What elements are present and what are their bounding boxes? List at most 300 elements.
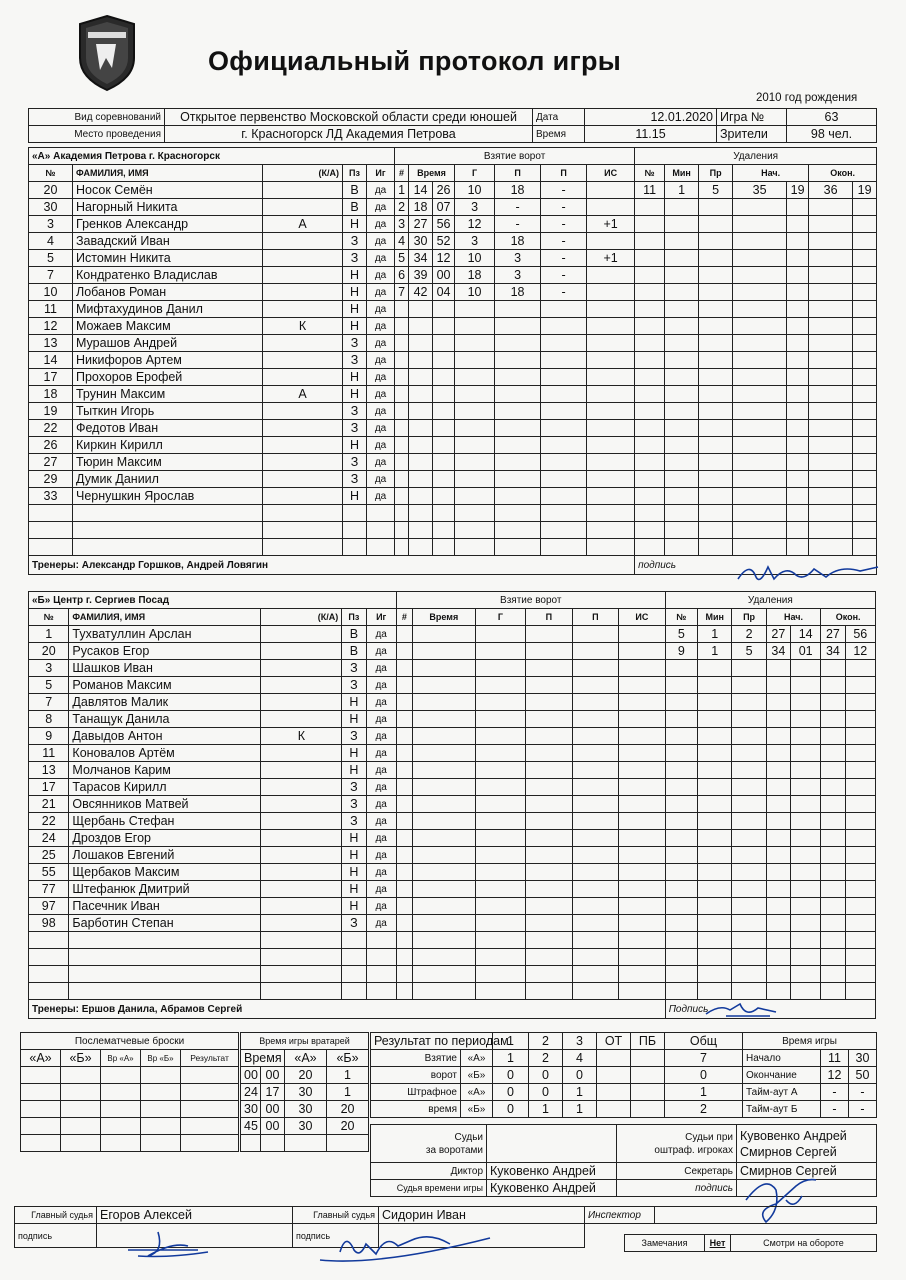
player-role (261, 898, 342, 915)
player-role (261, 796, 342, 813)
goal-g (455, 369, 495, 386)
penalty-em (821, 694, 845, 711)
penalty-ss (787, 335, 809, 352)
penalty-no (665, 966, 697, 983)
spectators-label: Зрители (717, 126, 787, 143)
penalty-no (635, 539, 665, 556)
goal-g (455, 471, 495, 488)
penalty-sm (733, 233, 787, 250)
player-number: 30 (29, 199, 73, 216)
goal-g (475, 745, 526, 762)
goal-is (587, 301, 635, 318)
penalty-em (809, 199, 853, 216)
penalty-es (853, 505, 877, 522)
player-plays (367, 505, 395, 522)
goal-p1 (495, 403, 541, 420)
player-plays: да (366, 711, 396, 728)
player-name: Истомин Никита (73, 250, 263, 267)
penalty-no (665, 898, 697, 915)
goal-judges-label: Судьи за воротами (371, 1125, 487, 1163)
goals-a-2: 2 (529, 1050, 563, 1067)
penalty-em (821, 966, 845, 983)
goal-m (409, 505, 433, 522)
goal-p1 (526, 864, 572, 881)
penalty-sm (733, 369, 787, 386)
penalty-min (698, 915, 732, 932)
shootout-title: Послематчевые броски (21, 1033, 239, 1050)
player-name (69, 932, 261, 949)
penalty-es (845, 779, 875, 796)
penalty-es (853, 216, 877, 233)
penalty-pr (732, 966, 766, 983)
player-position: В (342, 643, 366, 660)
penalty-min (665, 301, 699, 318)
player-role (261, 762, 342, 779)
player-number: 17 (29, 779, 69, 796)
shootout-cell (101, 1084, 141, 1101)
team-a-sign-label: подпись (635, 556, 877, 575)
player-name: Щербань Стефан (69, 813, 261, 830)
goal-p2 (572, 898, 618, 915)
goal-m (413, 983, 476, 1000)
goal-s (433, 420, 455, 437)
player-plays: да (366, 626, 396, 643)
col-min: Мин (698, 609, 732, 626)
penalty-em (821, 881, 845, 898)
player-position (342, 949, 366, 966)
penalty-ss (787, 488, 809, 505)
shootout-cell (181, 1067, 239, 1084)
player-name: Романов Максим (69, 677, 261, 694)
penalty-min (698, 864, 732, 881)
goal-p1 (526, 796, 572, 813)
penalty-pr (699, 250, 733, 267)
penalty-es (853, 539, 877, 556)
goal-s (433, 386, 455, 403)
penalty-sm (766, 847, 790, 864)
penalty-no (635, 488, 665, 505)
goals-row-b-label: «Б» (461, 1067, 493, 1084)
penalty-es (845, 864, 875, 881)
goal-n (395, 369, 409, 386)
player-plays: да (366, 694, 396, 711)
goals-a-1: 1 (493, 1050, 529, 1067)
player-row (29, 284, 877, 301)
player-number: 19 (29, 403, 73, 420)
penalty-sm (733, 301, 787, 318)
col-hash: # (396, 609, 412, 626)
goalie-col-a: «А» (285, 1050, 327, 1067)
player-plays: да (366, 660, 396, 677)
goal-p2 (572, 932, 618, 949)
player-position: Н (342, 864, 366, 881)
player-row (29, 813, 876, 830)
penalty-pr (699, 233, 733, 250)
end-label: Окончание (743, 1067, 821, 1084)
penalty-ss (787, 403, 809, 420)
penalty-ss (787, 420, 809, 437)
penalty-ss (790, 915, 820, 932)
penalty-sm (733, 199, 787, 216)
penalty-em (821, 983, 845, 1000)
player-role (261, 813, 342, 830)
goalie-m (241, 1135, 261, 1152)
player-row (29, 420, 877, 437)
secretary-sign-label: подпись (617, 1180, 737, 1197)
player-role (263, 403, 343, 420)
goal-p1 (526, 745, 572, 762)
player-position (343, 505, 367, 522)
goal-s: 26 (433, 182, 455, 199)
secretary-label: Секретарь (617, 1163, 737, 1180)
page-title: Официальный протокол игры (208, 46, 622, 76)
game-label: Игра № (717, 109, 787, 126)
player-row (29, 505, 877, 522)
player-role (261, 745, 342, 762)
penalty-ss (790, 932, 820, 949)
penalty-sm (766, 711, 790, 728)
player-number: 7 (29, 267, 73, 284)
ref2-value: Сидорин Иван (379, 1207, 585, 1224)
penalty-es (845, 881, 875, 898)
team-b-signature (700, 996, 790, 1022)
player-position: З (342, 813, 366, 830)
penalty-pr (699, 437, 733, 454)
goal-m (413, 660, 476, 677)
goal-is (619, 643, 666, 660)
player-name: Тыткин Игорь (73, 403, 263, 420)
player-row (29, 660, 876, 677)
goal-m (413, 677, 476, 694)
goal-m (413, 830, 476, 847)
goal-is (587, 420, 635, 437)
player-position: З (342, 660, 366, 677)
goalie-m: 24 (241, 1084, 261, 1101)
pen-row-b-label: «Б» (461, 1101, 493, 1118)
goal-p2 (541, 488, 587, 505)
team-a-coaches: Тренеры: Александр Горшков, Андрей Ловягин (29, 556, 635, 575)
col-g: Г (455, 165, 495, 182)
goal-m (409, 454, 433, 471)
penalty-min (698, 796, 732, 813)
penalty-em (809, 539, 853, 556)
start-m: 30 (849, 1050, 877, 1067)
goal-p2 (572, 677, 618, 694)
player-name (73, 505, 263, 522)
goal-is (619, 779, 666, 796)
penalty-no (635, 403, 665, 420)
goalie-b: 1 (327, 1084, 369, 1101)
player-row (29, 966, 876, 983)
penalty-min (698, 881, 732, 898)
shootout-cell (61, 1084, 101, 1101)
player-plays: да (367, 488, 395, 505)
end-h: 12 (821, 1067, 849, 1084)
goal-p2 (572, 728, 618, 745)
goal-p2 (541, 505, 587, 522)
goalie-s: 17 (261, 1084, 285, 1101)
goal-p1: 18 (495, 233, 541, 250)
goal-p2 (572, 983, 618, 1000)
penalty-es (853, 318, 877, 335)
player-position: Н (342, 694, 366, 711)
penalty-es (845, 813, 875, 830)
goal-p2 (572, 847, 618, 864)
player-name: Штефанюк Дмитрий (69, 881, 261, 898)
player-role (261, 626, 342, 643)
goal-s: 56 (433, 216, 455, 233)
goal-is (587, 437, 635, 454)
goal-s (433, 522, 455, 539)
goal-s: 07 (433, 199, 455, 216)
player-position: Н (343, 318, 367, 335)
game-time-title: Время игры (743, 1033, 877, 1050)
player-role (263, 284, 343, 301)
goal-p2 (541, 301, 587, 318)
shootout-row (21, 1118, 239, 1135)
player-role (261, 660, 342, 677)
goal-n (395, 454, 409, 471)
player-plays: да (367, 318, 395, 335)
goal-m (409, 352, 433, 369)
player-role (261, 643, 342, 660)
time-value: 11.15 (585, 126, 717, 143)
goal-g (475, 677, 526, 694)
shootout-row (21, 1084, 239, 1101)
goalie-m: 00 (241, 1067, 261, 1084)
goal-m (413, 779, 476, 796)
player-position (342, 966, 366, 983)
penalty-pr (699, 369, 733, 386)
penalty-no (635, 250, 665, 267)
timeout-a-label: Тайм-аут А (743, 1084, 821, 1101)
goal-m (409, 386, 433, 403)
goals-row-a-label: «А» (461, 1050, 493, 1067)
penalty-no (635, 199, 665, 216)
player-name (69, 966, 261, 983)
player-number: 10 (29, 284, 73, 301)
penalty-sm (733, 216, 787, 233)
goal-n (396, 796, 412, 813)
goalie-row (241, 1135, 369, 1152)
player-row (29, 881, 876, 898)
shootout-cell (101, 1135, 141, 1152)
goal-g: 12 (455, 216, 495, 233)
penalty-es (845, 915, 875, 932)
goal-n (395, 420, 409, 437)
col-pr: Пр (699, 165, 733, 182)
player-number: 12 (29, 318, 73, 335)
penalty-em (809, 318, 853, 335)
player-number: 9 (29, 728, 69, 745)
goal-n (395, 352, 409, 369)
shootout-cell (21, 1084, 61, 1101)
penalty-min: 1 (665, 182, 699, 199)
penalty-es (853, 233, 877, 250)
player-number (29, 949, 69, 966)
goal-n (396, 881, 412, 898)
penalty-min (665, 386, 699, 403)
goal-m (413, 864, 476, 881)
player-plays: да (367, 199, 395, 216)
goal-p1 (526, 643, 572, 660)
player-name: Щербаков Максим (69, 864, 261, 881)
shootout-cell (61, 1101, 101, 1118)
team-a-goals-header: Взятие ворот (395, 148, 635, 165)
goal-p1 (526, 915, 572, 932)
goal-m (413, 898, 476, 915)
player-plays: да (366, 745, 396, 762)
shootout-cell (101, 1101, 141, 1118)
player-row (29, 216, 877, 233)
penalty-sm (766, 898, 790, 915)
team-b-goals-header: Взятие ворот (396, 592, 665, 609)
shootout-cell (21, 1135, 61, 1152)
penalty-no (635, 437, 665, 454)
penalty-sm (733, 352, 787, 369)
penalty-no (665, 745, 697, 762)
timeout-b-label: Тайм-аут Б (743, 1101, 821, 1118)
goalie-b: 20 (327, 1101, 369, 1118)
player-number: 27 (29, 454, 73, 471)
goal-m (409, 539, 433, 556)
player-number: 55 (29, 864, 69, 881)
penalty-pr (699, 199, 733, 216)
player-name: Кондратенко Владислав (73, 267, 263, 284)
penalty-ss: 01 (790, 643, 820, 660)
penalty-min (698, 762, 732, 779)
goalie-b: 1 (327, 1067, 369, 1084)
shootout-cell (101, 1067, 141, 1084)
timeout-b-1: - (821, 1101, 849, 1118)
player-number: 3 (29, 660, 69, 677)
goal-is (587, 454, 635, 471)
venue-label: Место проведения (29, 126, 165, 143)
goal-n (396, 966, 412, 983)
player-role (261, 830, 342, 847)
penalty-em (821, 932, 845, 949)
player-position: З (342, 915, 366, 932)
goal-n (395, 403, 409, 420)
penalty-ss (790, 745, 820, 762)
goal-g (455, 335, 495, 352)
penalty-sm (766, 830, 790, 847)
penalty-es: 19 (853, 182, 877, 199)
player-position: З (343, 420, 367, 437)
penalty-min (698, 711, 732, 728)
goal-is (619, 915, 666, 932)
header-info-table (28, 108, 877, 143)
player-name: Тарасов Кирилл (69, 779, 261, 796)
penalty-pr (699, 335, 733, 352)
player-role (261, 932, 342, 949)
penalty-em (809, 233, 853, 250)
goal-p1 (495, 301, 541, 318)
penalty-sm (733, 386, 787, 403)
player-number: 22 (29, 420, 73, 437)
player-row (29, 250, 877, 267)
penalty-pr (732, 915, 766, 932)
player-position: З (342, 796, 366, 813)
player-plays: да (367, 369, 395, 386)
player-position (342, 932, 366, 949)
goal-n (396, 779, 412, 796)
goal-m (409, 420, 433, 437)
period-col-3: 3 (563, 1033, 597, 1050)
goal-n (396, 864, 412, 881)
player-name: Нагорный Никита (73, 199, 263, 216)
penalty-min (665, 420, 699, 437)
player-position: В (342, 626, 366, 643)
penalty-min (665, 454, 699, 471)
goal-is (587, 369, 635, 386)
penalty-no (665, 830, 697, 847)
penalty-no: 11 (635, 182, 665, 199)
player-row (29, 711, 876, 728)
penalty-pr (699, 267, 733, 284)
time-label: Время (533, 126, 585, 143)
player-plays (366, 966, 396, 983)
penalty-pr (732, 728, 766, 745)
penalty-sm: 35 (733, 182, 787, 199)
goal-m (413, 847, 476, 864)
player-position: Н (342, 898, 366, 915)
player-row (29, 539, 877, 556)
penalty-es (853, 454, 877, 471)
penalty-min (665, 539, 699, 556)
penalty-pr (699, 471, 733, 488)
player-row (29, 847, 876, 864)
player-number (29, 539, 73, 556)
player-name (69, 983, 261, 1000)
shootout-cell (181, 1135, 239, 1152)
team-b-penalties-header: Удаления (665, 592, 875, 609)
goal-p2 (572, 711, 618, 728)
goals-b-3: 0 (563, 1067, 597, 1084)
player-row (29, 949, 876, 966)
penalty-no (635, 233, 665, 250)
penalty-es (853, 267, 877, 284)
penalty-em (809, 386, 853, 403)
goalie-row (241, 1084, 369, 1101)
player-number (29, 983, 69, 1000)
goal-s (433, 454, 455, 471)
penalty-es (845, 983, 875, 1000)
goal-g (475, 983, 526, 1000)
goalie-m: 45 (241, 1118, 261, 1135)
goal-s (433, 488, 455, 505)
goalie-b: 20 (327, 1118, 369, 1135)
goal-is (587, 352, 635, 369)
player-role (261, 779, 342, 796)
player-plays: да (367, 454, 395, 471)
spectators-value: 98 чел. (787, 126, 877, 143)
penalty-em (821, 728, 845, 745)
goal-p1 (526, 677, 572, 694)
player-plays: да (367, 386, 395, 403)
penalty-pr: 2 (732, 626, 766, 643)
goal-s (433, 437, 455, 454)
goal-n: 1 (395, 182, 409, 199)
goal-is (587, 403, 635, 420)
penalty-sm (766, 949, 790, 966)
player-number (29, 932, 69, 949)
goalie-s: 00 (261, 1118, 285, 1135)
goal-p2 (541, 539, 587, 556)
penalty-es (845, 966, 875, 983)
penalty-sm (766, 745, 790, 762)
penalty-no (665, 779, 697, 796)
